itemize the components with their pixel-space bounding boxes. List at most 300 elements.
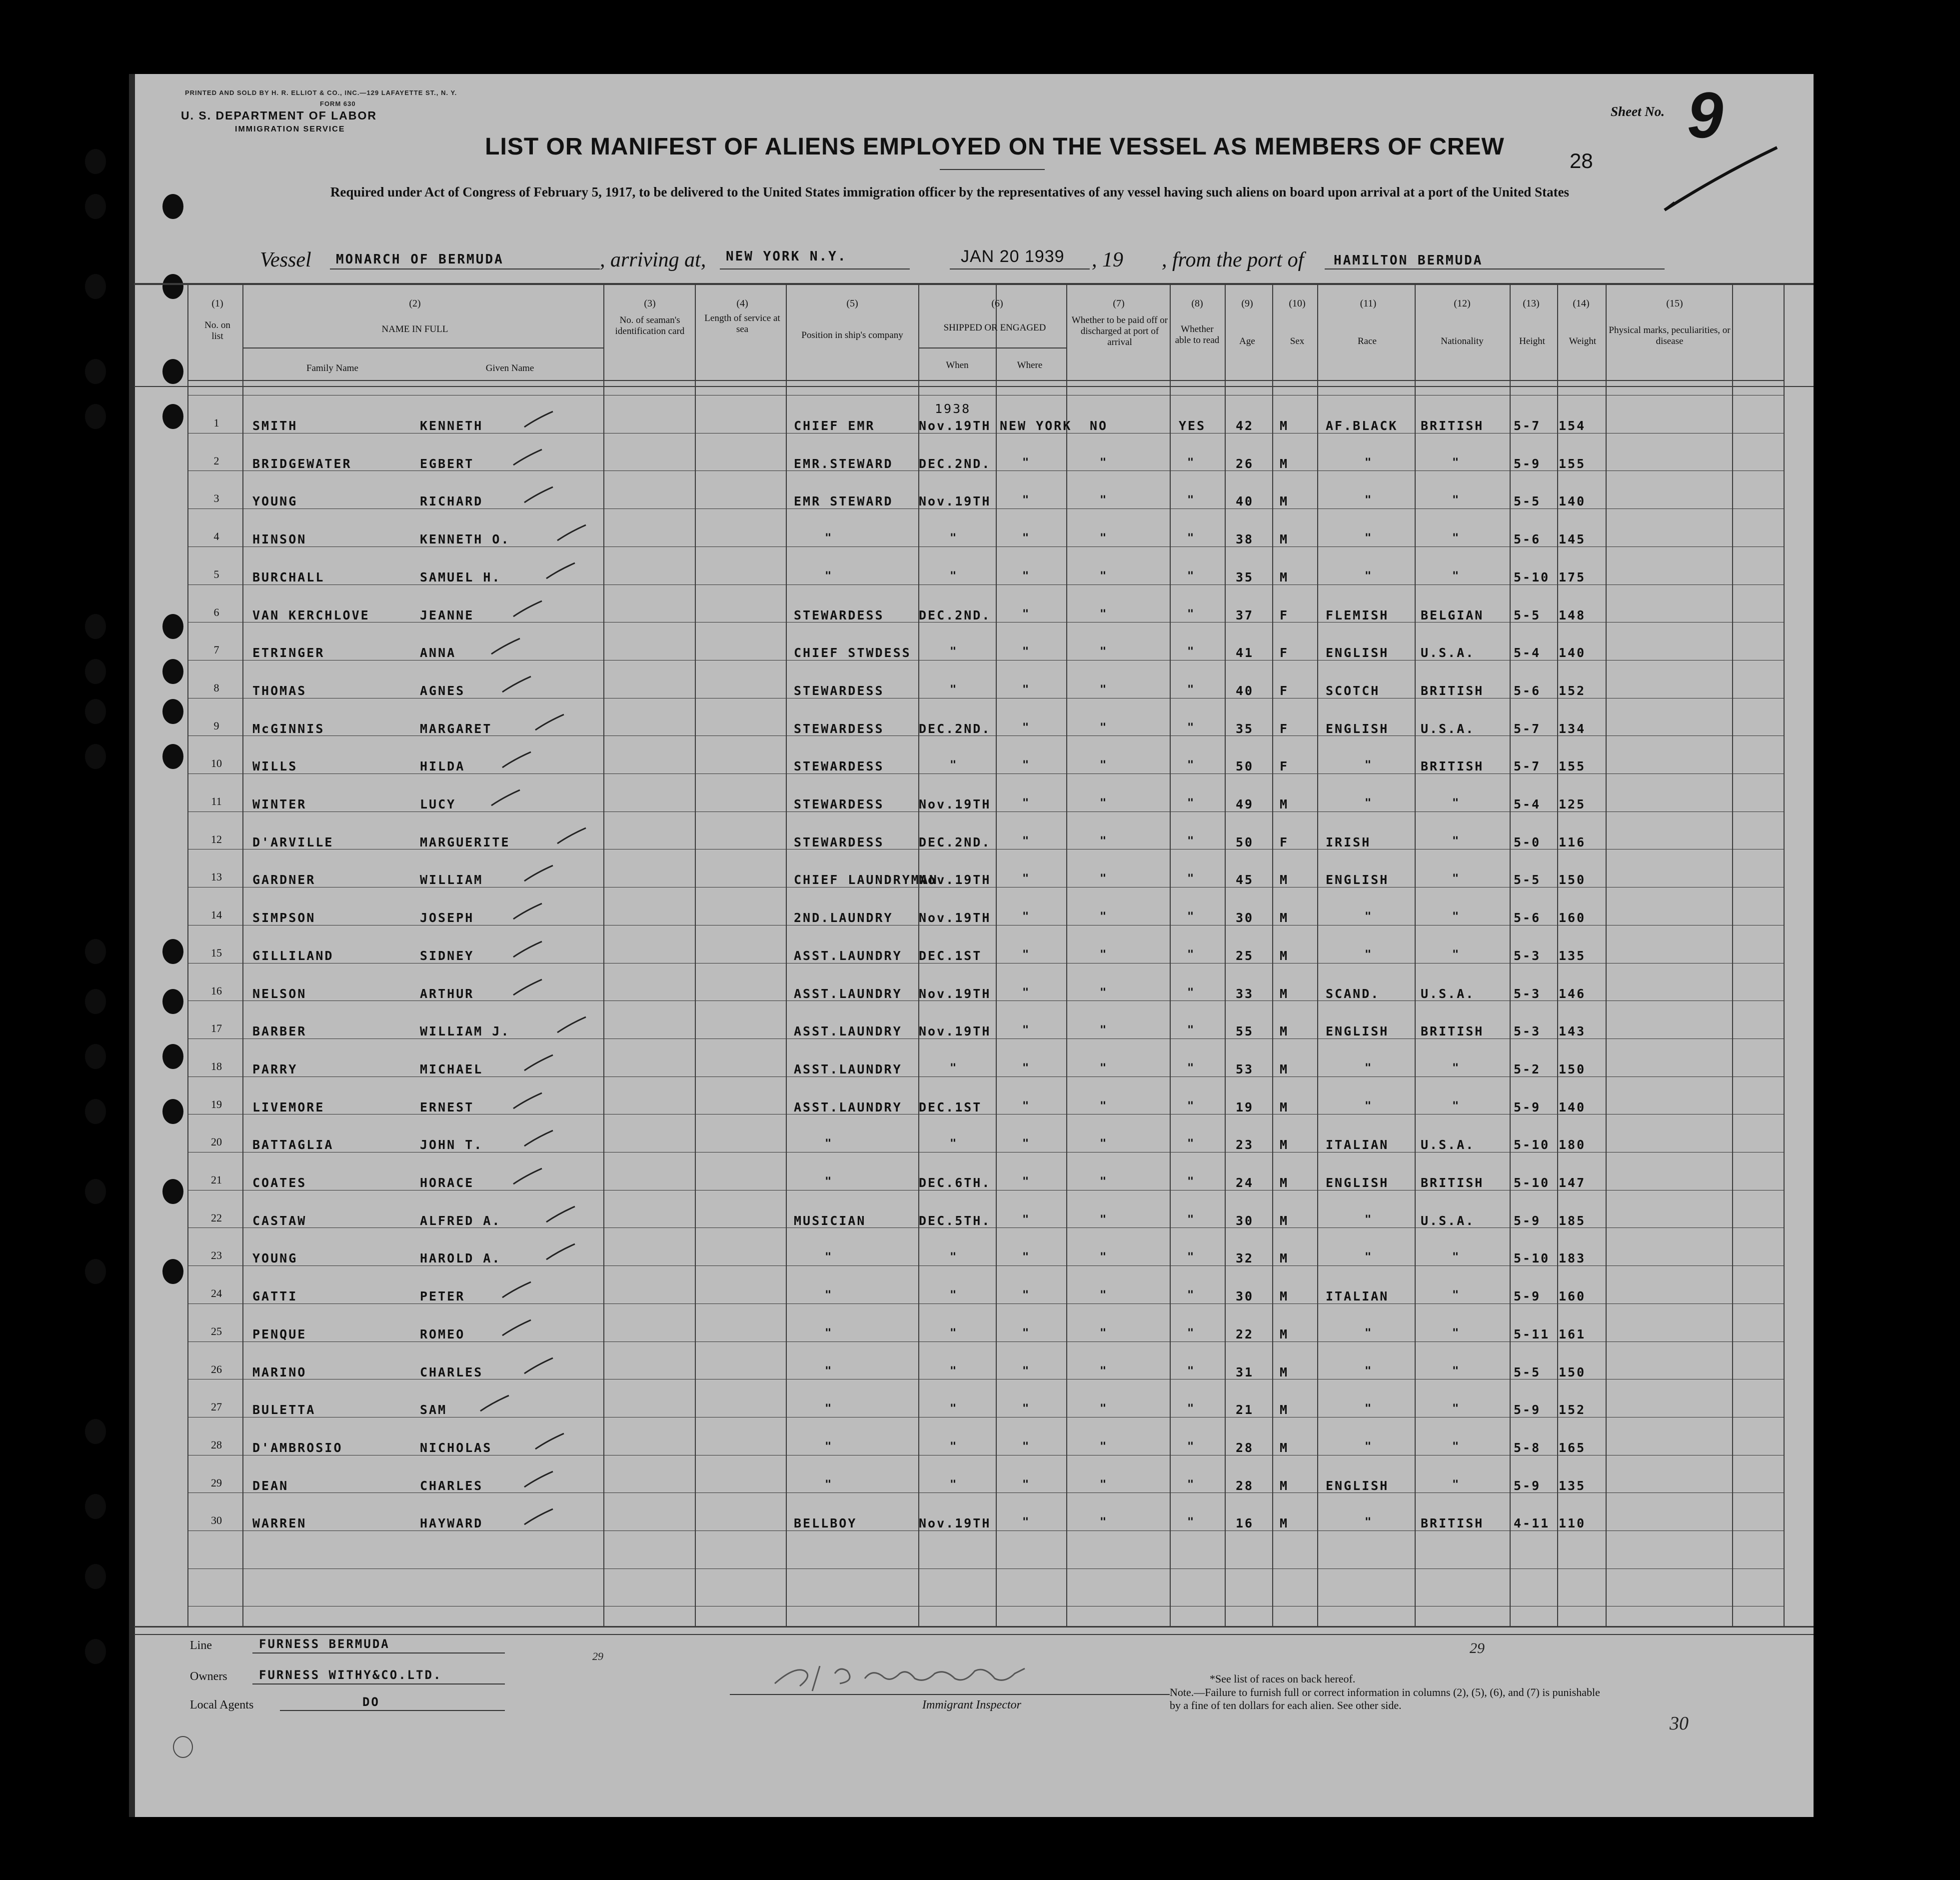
race: ENGLISH [1326,1024,1389,1039]
handwritten-30: 30 [1670,1713,1689,1734]
year-label: , 19 [1092,248,1123,272]
col12-label: Nationality [1441,336,1484,346]
inspector-check-mark [522,1470,557,1490]
crew-row [0,1430,1960,1467]
row-number: 3 [213,492,219,505]
col7-label: Whether to be paid off or discharged at port of arrival [1071,315,1168,348]
shipped-when: Nov.19TH [919,910,991,926]
age: 38 [1236,532,1254,547]
sex: M [1280,494,1289,509]
arrival-date: JAN 20 1939 [961,247,1065,266]
inspector-check-mark [533,1432,568,1452]
weight: 143 [1559,1024,1586,1039]
family-name: MARINO [252,1364,307,1380]
nationality-ditto-mark: " [1452,532,1459,545]
shipped-where-ditto-mark: " [1022,683,1029,696]
vessel-label: Vessel [260,248,311,272]
sex: F [1280,683,1289,698]
position: EMR.STEWARD [794,456,893,471]
family-name: GILLILAND [252,948,334,963]
nationality-ditto-mark: " [1452,456,1459,469]
owners-label: Owners [190,1670,227,1683]
crew-row [0,1126,1960,1164]
paid-off-ditto-mark: " [1100,1176,1107,1188]
sex: M [1280,1176,1289,1190]
age: 16 [1236,1516,1254,1531]
vessel-name: MONARCH OF BERMUDA [336,252,504,267]
weight: 150 [1559,1062,1586,1076]
nationality-ditto-mark: " [1452,1402,1459,1416]
col14-label: Weight [1569,336,1597,346]
given-name: HAROLD A. [420,1251,501,1266]
row-number: 10 [211,757,222,770]
row-number: 21 [211,1174,222,1186]
nationality-ditto-mark: " [1452,1364,1459,1378]
nationality-ditto-mark: " [1452,1062,1459,1074]
given-name: SAMUEL H. [420,570,501,584]
shipped-when-ditto-mark: " [950,683,957,696]
sex: M [1280,1289,1289,1304]
row-number: 2 [213,454,219,467]
page-subtitle: Required under Act of Congress of February 5, 1917, to be delivered to the United States immigration officer by the representatives of any vessel having such aliens on board upon arrival at a port of the United States [330,184,1570,200]
row-number: 19 [211,1098,222,1110]
row-number: 4 [213,530,219,543]
row-number: 28 [211,1438,222,1451]
weight: 150 [1559,1364,1586,1380]
shipped-where-ditto-mark: " [1022,1138,1029,1150]
table-row-rule [187,395,1784,396]
crew-row [0,597,1960,634]
position-ditto-mark: " [825,1251,832,1264]
race-ditto-mark: " [1365,1100,1372,1112]
nationality-ditto-mark: " [1452,494,1459,507]
col8-number: (8) [1191,298,1203,309]
able-to-read-ditto-mark: " [1187,683,1194,696]
race-ditto-mark: " [1365,456,1372,469]
sex: M [1280,1402,1289,1418]
col8-label: Whether able to read [1175,324,1220,346]
inspector-check-mark [544,561,579,581]
weight: 146 [1559,986,1586,1001]
able-to-read-ditto-mark: " [1187,1440,1194,1453]
height: 5-8 [1514,1440,1541,1455]
col7-number: (7) [1113,298,1125,309]
sex: M [1280,797,1289,812]
able-to-read-ditto-mark: " [1187,1062,1194,1074]
able-to-read-ditto-mark: " [1187,570,1194,582]
position: STEWARDESS [794,608,884,622]
sex: M [1280,948,1289,963]
paid-off-ditto-mark: " [1100,1138,1107,1150]
inspector-check-mark [478,1394,513,1414]
shipped-when: DEC.6TH. [919,1176,991,1190]
race-ditto-mark: " [1365,797,1372,810]
weight: 152 [1559,1402,1586,1418]
family-name: PARRY [252,1062,298,1076]
crew-row [0,559,1960,596]
position-ditto-mark: " [825,570,832,582]
sex: M [1280,1440,1289,1455]
table-row-rule [134,1634,1814,1635]
inspector-check-mark [522,864,557,884]
race-ditto-mark: " [1365,1440,1372,1453]
able-to-read-ditto-mark: " [1187,1516,1194,1529]
paid-off-ditto-mark: " [1100,1100,1107,1112]
sex: M [1280,532,1289,547]
shipped-when-ditto-mark: " [950,759,957,772]
weight: 140 [1559,1100,1586,1114]
row-number: 8 [213,681,219,694]
nationality-ditto-mark: " [1452,1100,1459,1112]
nationality-ditto-mark: " [1452,797,1459,810]
family-name: SMITH [252,418,298,433]
given-name: HAYWARD [420,1516,483,1531]
height: 5-2 [1514,1062,1541,1076]
weight: 135 [1559,948,1586,963]
paid-off-ditto-mark: " [1100,721,1107,734]
nationality-ditto-mark: " [1452,1326,1459,1340]
able-to-read-ditto-mark: " [1187,1251,1194,1264]
family-name: COATES [252,1176,307,1190]
sex: M [1280,1478,1289,1493]
sex: F [1280,646,1289,660]
shipped-where-ditto-mark: " [1022,1176,1029,1188]
inspector-check-mark [555,1015,590,1035]
punch-hole [162,359,183,384]
title-underline [940,169,1045,170]
race-ditto-mark: " [1365,532,1372,545]
punch-hole [162,194,183,219]
crew-row [0,483,1960,520]
inspector-check-mark [511,978,546,998]
col2-given-label: Given Name [485,363,534,374]
given-name: SIDNEY [420,948,474,963]
inspector-check-mark [522,1053,557,1073]
shipped-where-ditto-mark: " [1022,1364,1029,1378]
row-number: 9 [213,719,219,732]
given-name: MARGUERITE [420,834,510,850]
col9-label: Age [1239,336,1255,346]
crew-row [0,1089,1960,1126]
form-number: FORM 630 [320,100,356,108]
inspector-signature-line [730,1694,1170,1695]
family-name: D'ARVILLE [252,834,334,850]
able-to-read: YES [1179,418,1206,433]
race: ITALIAN [1326,1138,1389,1152]
crew-row [0,786,1960,824]
family-name: YOUNG [252,494,298,509]
age: 40 [1236,683,1254,698]
paid-off-ditto-mark: " [1100,570,1107,582]
height: 5-6 [1514,532,1541,547]
shipped-where-ditto-mark: " [1022,1402,1029,1416]
crew-row [0,1240,1960,1278]
crew-row [0,976,1960,1013]
position: CHIEF EMR [794,418,875,433]
col2-label: NAME IN FULL [381,324,448,334]
crew-row [0,446,1960,483]
sex: F [1280,608,1289,622]
handwritten-slash-mark [1660,145,1785,215]
col4-number: (4) [736,298,748,309]
punch-hole [162,274,183,299]
crew-row [0,521,1960,558]
height: 5-10 [1514,570,1550,584]
crew-row [0,1354,1960,1392]
col10-label: Sex [1290,336,1305,346]
able-to-read-ditto-mark: " [1187,1364,1194,1378]
position: STEWARDESS [794,683,884,698]
able-to-read-ditto-mark: " [1187,494,1194,507]
able-to-read-ditto-mark: " [1187,532,1194,545]
crew-row [0,1164,1960,1202]
given-name: WILLIAM [420,872,483,888]
shipped-where-ditto-mark: " [1022,721,1029,734]
paid-off-ditto-mark: " [1100,986,1107,999]
race-ditto-mark: " [1365,1062,1372,1074]
sex: M [1280,872,1289,888]
punch-hole [85,149,106,174]
position-ditto-mark: " [825,1326,832,1340]
height: 5-10 [1514,1176,1550,1190]
table-row-rule [187,1568,1784,1569]
shipped-where-ditto-mark: " [1022,1213,1029,1226]
shipped-where-ditto-mark: " [1022,872,1029,886]
paid-off-ditto-mark: " [1100,910,1107,924]
age: 25 [1236,948,1254,963]
race: ENGLISH [1326,721,1389,736]
paid-off-ditto-mark: " [1100,646,1107,658]
shipped-when-ditto-mark: " [950,532,957,545]
crew-row [0,938,1960,975]
crew-row [0,1051,1960,1088]
arriving-label: , arriving at, [600,248,706,272]
able-to-read-ditto-mark: " [1187,1326,1194,1340]
nationality: U.S.A. [1421,721,1475,736]
inspector-check-mark [522,410,557,430]
shipped-when-ditto-mark: " [950,1478,957,1491]
sheet-number: 9 [1687,78,1724,152]
given-name: JEANNE [420,608,474,622]
shipped-when-ditto-mark: " [950,570,957,582]
age: 40 [1236,494,1254,509]
punch-hole [85,1564,106,1589]
age: 49 [1236,797,1254,812]
position: STEWARDESS [794,721,884,736]
shipped-when-ditto-mark: " [950,1364,957,1378]
row-number: 16 [211,984,222,997]
paid-off-ditto-mark: " [1100,948,1107,961]
given-name: CHARLES [420,1364,483,1380]
height: 5-7 [1514,418,1541,433]
race: SCAND. [1326,986,1380,1001]
height: 5-7 [1514,721,1541,736]
row-number: 7 [213,644,219,656]
inspector-check-mark [522,485,557,505]
col6-when-label: When [946,360,969,370]
row-number: 14 [211,908,222,922]
department-label: U. S. DEPARTMENT OF LABOR [181,109,377,122]
inspector-label: Immigrant Inspector [922,1698,1021,1712]
position: CHIEF STWDESS [794,646,911,660]
given-name: ALFRED A. [420,1213,501,1228]
height: 5-9 [1514,1402,1541,1418]
row-number: 11 [211,795,222,808]
arrival-underline [720,268,910,270]
shipped-where-ditto-mark: " [1022,646,1029,658]
family-name: PENQUE [252,1326,307,1342]
given-name: MARGARET [420,721,492,736]
col10-number: (10) [1289,298,1306,309]
table-row-rule [134,283,1814,285]
paid-off-ditto-mark: " [1100,1440,1107,1453]
height: 5-10 [1514,1251,1550,1266]
local-agents-name: DO [362,1695,380,1709]
height: 5-9 [1514,1478,1541,1493]
paid-off-ditto-mark: " [1100,1062,1107,1074]
able-to-read-ditto-mark: " [1187,759,1194,772]
vessel-underline [330,268,600,270]
given-name: ANNA [420,646,456,660]
inspector-check-mark [500,1280,535,1300]
paid-off-ditto-mark: " [1100,1516,1107,1529]
weight: 180 [1559,1138,1586,1152]
weight: 152 [1559,683,1586,698]
shipped-when-ditto-mark: " [950,1251,957,1264]
age: 32 [1236,1251,1254,1266]
shipped-where: NEW YORK [1000,418,1072,433]
local-agents-label: Local Agents [190,1698,254,1712]
shipped-when-ditto-mark: " [950,1402,957,1416]
row-number: 20 [211,1136,222,1148]
age: 50 [1236,834,1254,850]
nationality: U.S.A. [1421,646,1475,660]
age: 28 [1236,1440,1254,1455]
given-name: EGBERT [420,456,474,471]
inspector-check-mark [489,788,524,808]
weight: 154 [1559,418,1586,433]
paid-off: NO [1090,418,1108,433]
inspector-check-mark [489,636,524,656]
col5-number: (5) [846,298,858,309]
shipped-when: Nov.19TH [919,797,991,812]
sex: M [1280,1024,1289,1039]
position: MUSICIAN [794,1213,866,1228]
age: 50 [1236,759,1254,774]
given-name: ERNEST [420,1100,474,1114]
family-name: CASTAW [252,1213,307,1228]
able-to-read-ditto-mark: " [1187,1402,1194,1416]
shipped-when: Nov.19TH [919,872,991,888]
row-number: 24 [211,1287,222,1300]
from-port-label: , from the port of [1162,248,1304,272]
family-name: THOMAS [252,683,307,698]
given-name: AGNES [420,683,465,698]
position: STEWARDESS [794,797,884,812]
shipped-when-ditto-mark: " [950,1289,957,1302]
inspector-check-mark [511,902,546,922]
nationality-ditto-mark: " [1452,1478,1459,1491]
shipped-where-ditto-mark: " [1022,910,1029,924]
shipped-where-ditto-mark: " [1022,1062,1029,1074]
inspector-check-mark [522,1507,557,1527]
age: 22 [1236,1326,1254,1342]
shipped-where-ditto-mark: " [1022,986,1029,999]
row-number: 13 [211,870,222,884]
col3-number: (3) [644,298,656,309]
weight: 175 [1559,570,1586,584]
given-name: NICHOLAS [420,1440,492,1455]
given-name: SAM [420,1402,447,1418]
races-note: *See list of races on back hereof. [1210,1672,1356,1685]
crew-row [0,1468,1960,1505]
able-to-read-ditto-mark: " [1187,986,1194,999]
sex: M [1280,1326,1289,1342]
position-ditto-mark: " [825,1289,832,1302]
family-name: WINTER [252,797,307,812]
position: ASST.LAUNDRY [794,1062,902,1076]
shipping-line: FURNESS BERMUDA [259,1637,390,1651]
shipped-when-ditto-mark: " [950,1138,957,1150]
paid-off-ditto-mark: " [1100,456,1107,469]
family-name: DEAN [252,1478,289,1493]
nationality: BRITISH [1421,1516,1484,1531]
table-row-rule [134,1626,1814,1628]
height: 4-11 [1514,1516,1550,1531]
shipped-where-ditto-mark: " [1022,759,1029,772]
shipped-when: DEC.1ST [919,948,982,963]
sex: M [1280,1138,1289,1152]
inspector-check-mark [522,1128,557,1148]
shipped-where-ditto-mark: " [1022,456,1029,469]
shipped-when: Nov.19TH [919,1024,991,1039]
weight: 135 [1559,1478,1586,1493]
given-name: KENNETH O. [420,532,510,547]
paid-off-ditto-mark: " [1100,1024,1107,1037]
col6-where-label: Where [1017,360,1043,370]
inspector-check-mark [533,712,568,732]
sex: M [1280,1251,1289,1266]
nationality: U.S.A. [1421,1138,1475,1152]
shipped-where-ditto-mark: " [1022,1440,1029,1453]
inspector-check-mark [511,1166,546,1186]
race: ENGLISH [1326,646,1389,660]
paid-off-ditto-mark: " [1100,759,1107,772]
family-name: GATTI [252,1289,298,1304]
paid-off-ditto-mark: " [1100,532,1107,545]
sex: M [1280,1213,1289,1228]
col4-label: Length of service at sea [704,313,780,334]
height: 5-0 [1514,834,1541,850]
paid-off-ditto-mark: " [1100,494,1107,507]
inspector-check-mark [511,1091,546,1111]
shipped-when: Nov.19TH [919,494,991,509]
row-number: 29 [211,1476,222,1489]
position-ditto-mark: " [825,1478,832,1491]
given-name: PETER [420,1289,465,1304]
given-name: ARTHUR [420,986,474,1001]
race-ditto-mark: " [1365,1213,1372,1226]
able-to-read-ditto-mark: " [1187,1478,1194,1491]
shipped-when: Nov.19TH [919,1516,991,1531]
shipped-where-ditto-mark: " [1022,608,1029,620]
shipped-when: DEC.2ND. [919,721,991,736]
weight: 150 [1559,872,1586,888]
able-to-read-ditto-mark: " [1187,721,1194,734]
family-name: BULETTA [252,1402,316,1418]
shipped-when-ditto-mark: " [950,1062,957,1074]
height: 5-4 [1514,646,1541,660]
